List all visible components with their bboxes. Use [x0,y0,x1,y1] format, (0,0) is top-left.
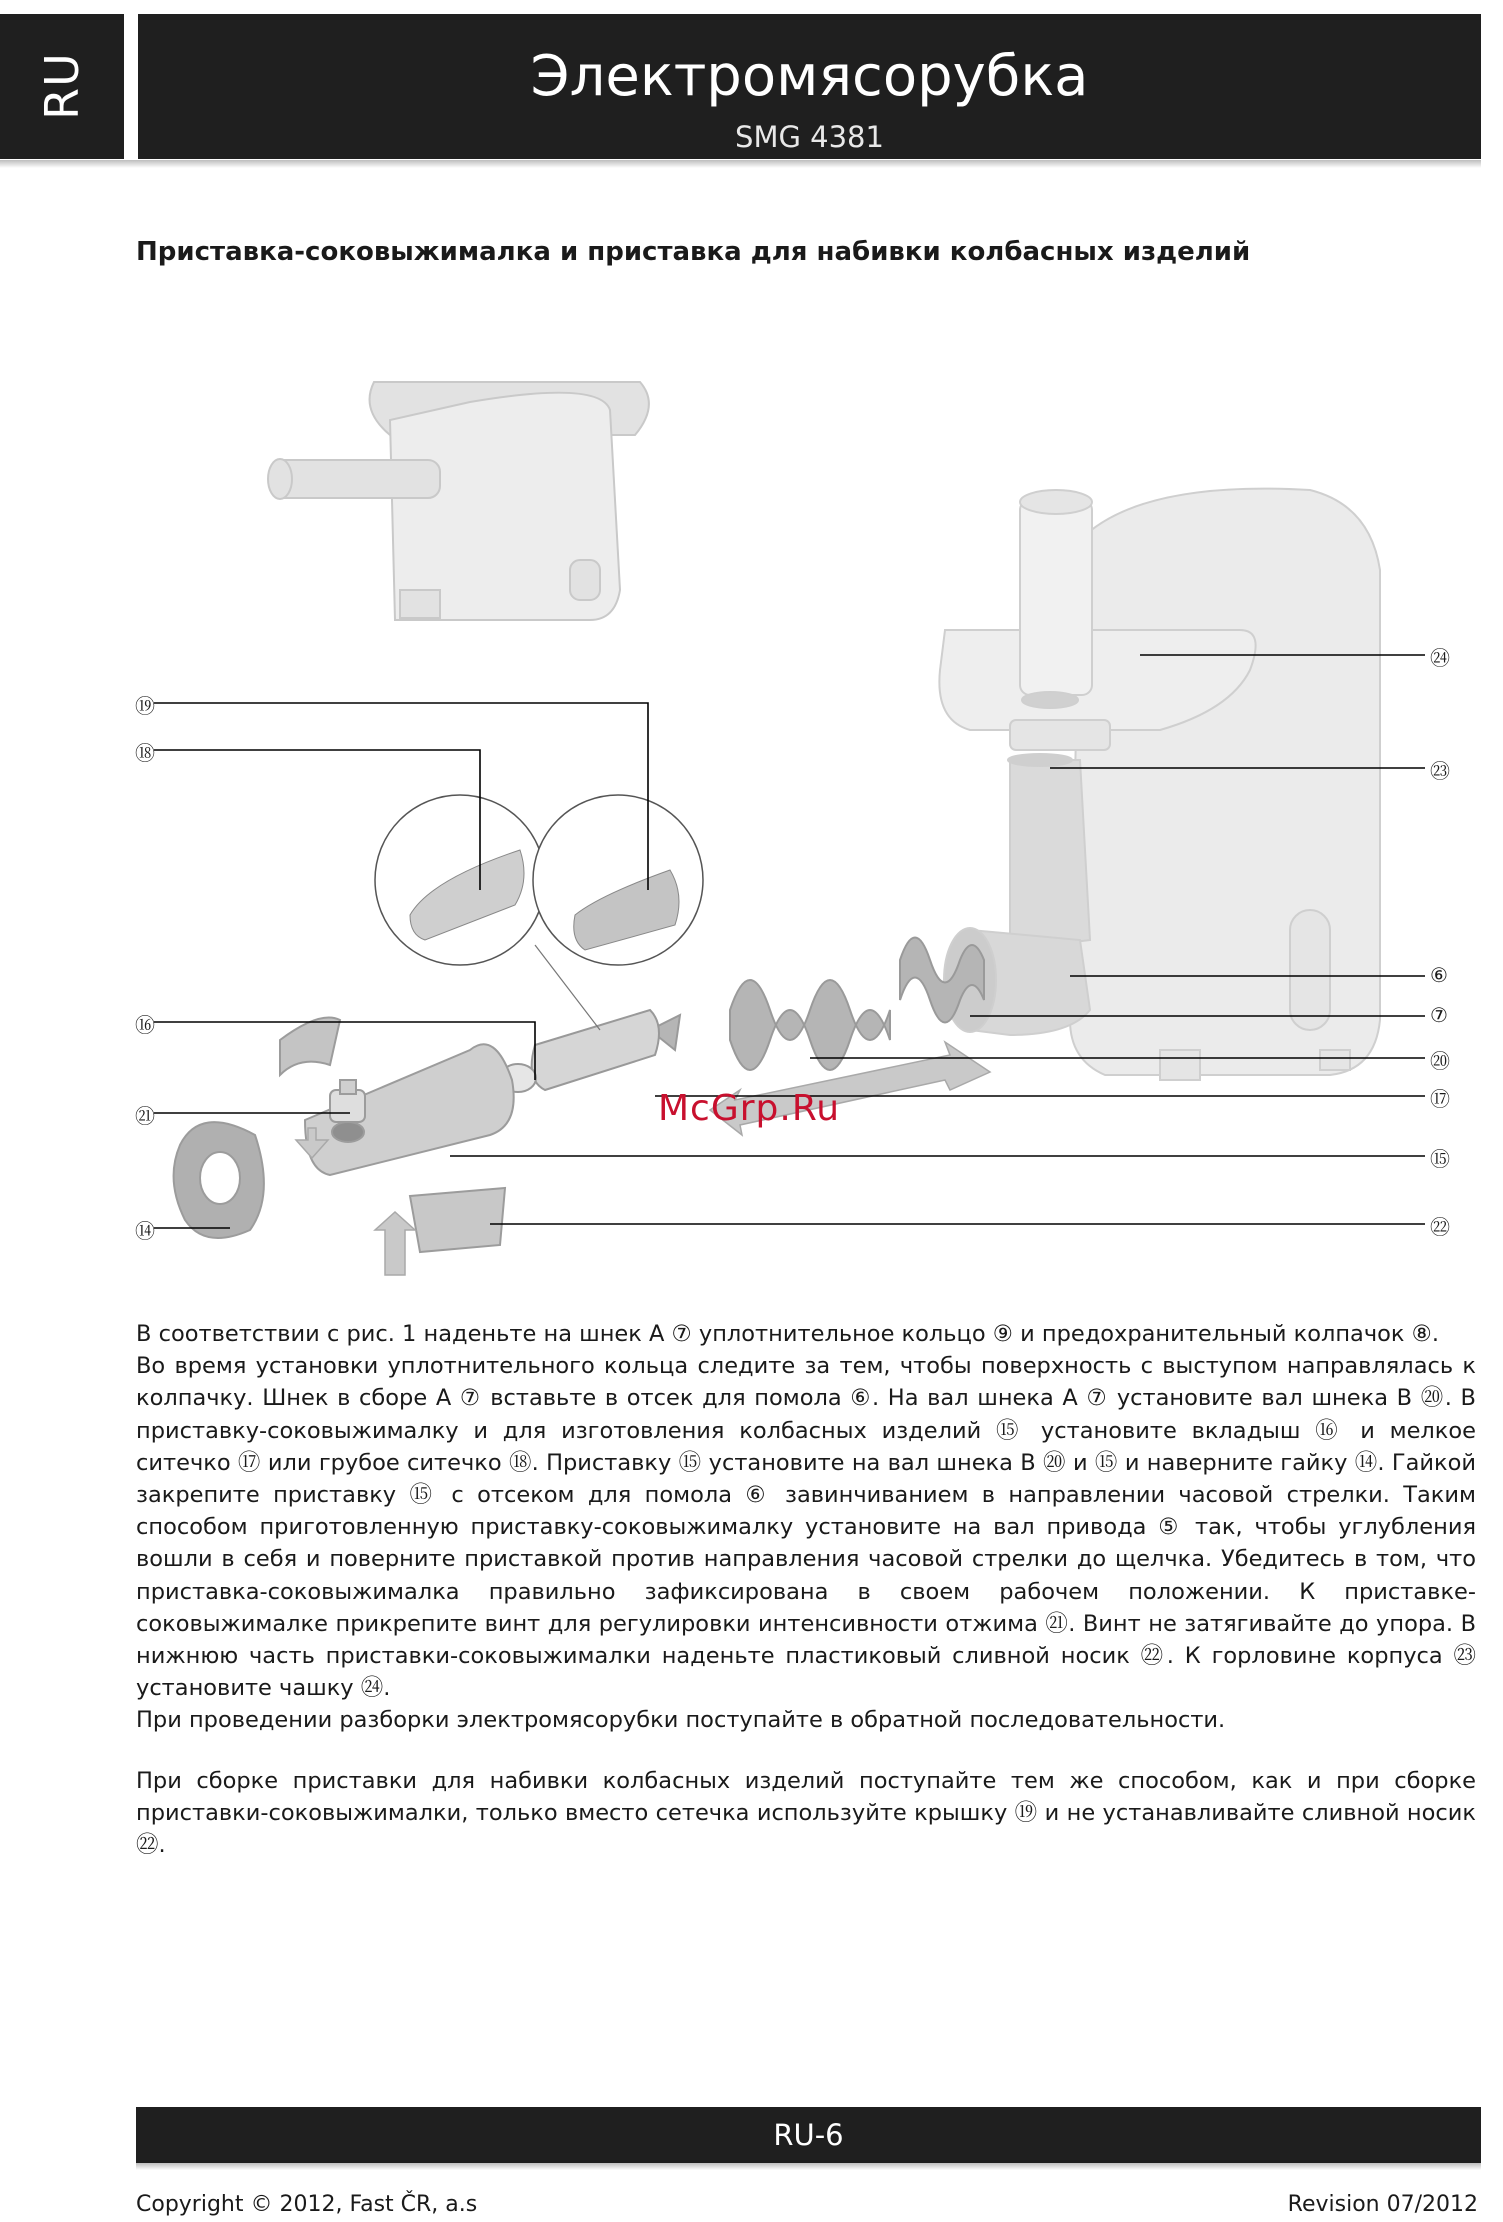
callout-21: ㉑ [135,1104,155,1128]
copyright: Copyright © 2012, Fast ČR, a.s [136,2192,478,2217]
model-number: SMG 4381 [735,120,884,154]
header-bar [138,14,1481,159]
callout-23: ㉓ [1430,759,1450,783]
section-heading: Приставка-соковыжималка и приставка для набивки колбасных изделий [136,237,1251,267]
assembled-grinder-thumbnail [268,382,649,620]
callout-19: ⑲ [135,694,155,718]
callout-18: ⑱ [135,741,155,765]
spout-22 [410,1188,505,1252]
page-title: Электромясорубка [530,44,1089,109]
instruction-paragraph-3: При проведении разборки электромясорубки поступайте в обратной последовательности. [136,1707,1226,1734]
assembly-illustration [130,290,1480,1290]
grinder-body [939,489,1380,1080]
footer-shadow [136,2163,1481,2170]
detail-magnifiers [375,795,703,1030]
juicer-housing-15 [174,1018,514,1253]
callout-15: ⑮ [1430,1147,1450,1171]
callout-7: ⑦ [1430,1003,1448,1027]
watermark: McGrp.Ru [658,1088,841,1129]
auger-shafts [650,938,984,1071]
language-tab-label: RU [35,52,89,120]
page-number-bar [136,2107,1481,2163]
callout-20: ⑳ [1430,1049,1450,1073]
insert-detail [280,1018,340,1076]
instruction-paragraph-4: При сборке приставки для набивки колбасных изделий поступайте тем же способом, как и при сборке приставки-соковыжималки, только вместо сетечка используйте крышку ⑲ и не устанавливайте сливной носик ㉒. [136,1767,1476,1859]
callout-22: ㉒ [1430,1215,1450,1239]
callout-6: ⑥ [1430,963,1448,987]
callout-14: ⑭ [135,1219,155,1243]
header-shadow [0,160,1481,168]
instructions-text [136,1318,1476,1861]
assembly-drawing [130,290,1480,1290]
callout-24: ㉔ [1430,646,1450,670]
callout-16: ⑯ [135,1013,155,1037]
page-number: RU-6 [773,2118,844,2152]
callout-17: ⑰ [1430,1087,1450,1111]
instruction-paragraph-1: В соответствии с рис. 1 наденьте на шнек А ⑦ уплотнительное кольцо ⑨ и предохранительный колпачок ⑧. [136,1321,1439,1347]
language-tab [0,14,124,159]
revision: Revision 07/2012 [1287,2192,1478,2217]
instruction-paragraph-2: Во время установки уплотнительного кольца следите за тем, чтобы поверхность с выступом направлялась к колпачку. Шнек в сборе А ⑦ вставьте в отсек для помола ⑥. На вал шнека А ⑦ установите вал шнека В ⑳. В приставку-соковыжималку и для изготовления колбасных изделий ⑮ установите вкладыш ⑯ и мелкое ситечко ⑰ или грубое ситечко ⑱. Приставку ⑮ установите на вал шнека В ⑳ и ⑮ и наверните гайку ⑭. Гайкой закрепите приставку ⑮ с отсеком для помола ⑥ завинчиванием в направлении часовой стрелки. Таким способом приготовленную приставку-соковыжималку установите на вал привода ⑤ так, чтобы углубления вошли в себя и поверните приставкой против направления часовой стрелки до щелчка. Убедитесь в том, что приставка-соковыжималка правильно зафиксирована в своем рабочем положении. К приставке-соковыжималке прикрепите винт для регулировки интенсивности отжима ㉑. Винт не затягивайте до упора. В нижнюю часть приставки-соковыжималки наденьте пластиковый сливной носик ㉒. К горловине корпуса ㉓ установите чашку ㉔. [136,1353,1476,1702]
